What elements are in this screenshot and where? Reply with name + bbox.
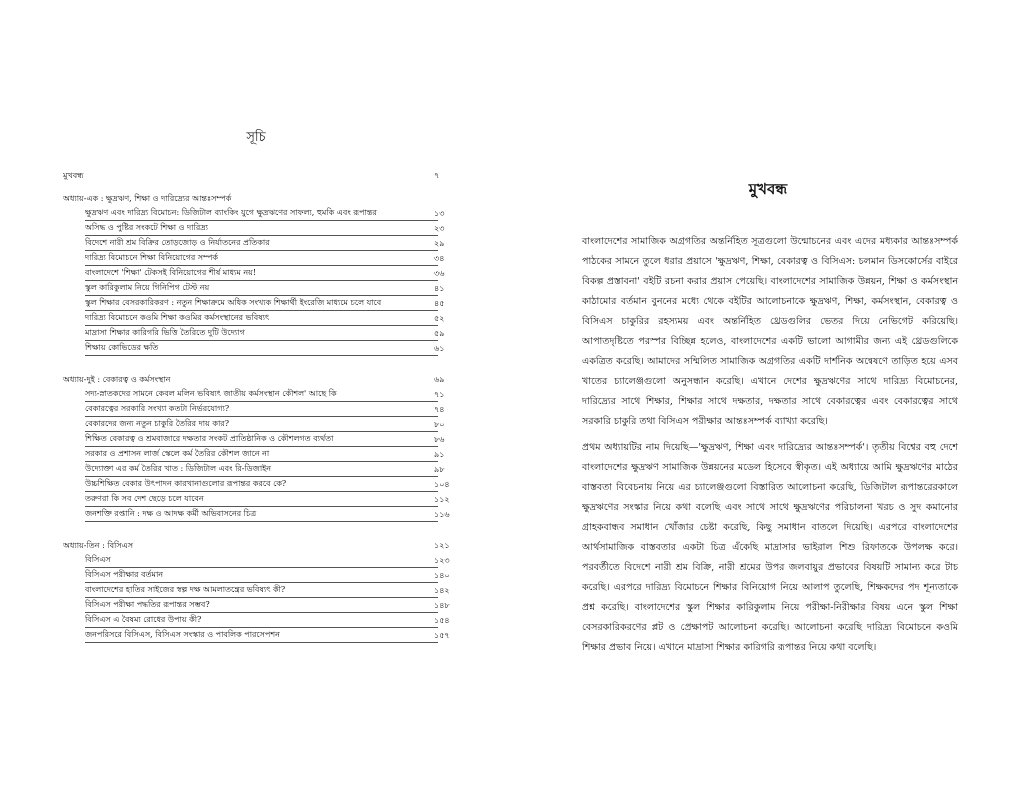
toc-page-number: ৩৬ <box>434 269 445 278</box>
preface-body <box>582 232 958 664</box>
toc-label: মাদ্রাসা শিক্ষার কারিগরি ভিত্তি তৈরিতে দুটি উদ্যোগ <box>85 326 438 341</box>
toc-page-number: ৫২ <box>434 314 445 323</box>
toc-label: দারিদ্র্য বিমোচনে কওমি শিক্ষা কওমির কর্মসংস্থানের ভবিষ্যৎ <box>85 311 438 326</box>
toc-entry[interactable] <box>63 251 460 266</box>
toc-page-number: ৬৯ <box>434 375 445 384</box>
toc-entry[interactable] <box>63 266 460 281</box>
toc-entry[interactable] <box>63 341 460 356</box>
toc-title: সূচি <box>246 130 266 145</box>
toc-label: বাংলাদেশে 'শিক্ষা' টেকসই বিনিয়োগের শীর্ষ মাধ্যম নয়! <box>85 266 438 281</box>
toc-label: উদ্যোক্তা এর কর্ম তৈরির খাত : ডিজিটাল এবং রি-ডিজাইন <box>85 462 438 477</box>
toc-label: বিসিএস পরীক্ষা পদ্ধতির রূপান্তর সম্ভব? <box>85 598 438 613</box>
toc-page-number: ৯৮ <box>434 465 445 474</box>
toc-label: বেকারত্বের সরকারি সংখ্যা কতটা নির্ভরযোগ্য? <box>85 402 438 417</box>
toc-entry[interactable] <box>63 326 460 341</box>
toc-entry[interactable] <box>63 402 460 417</box>
toc-page-number: ৯১ <box>434 450 445 459</box>
toc-page-number: ১৪০ <box>434 571 450 580</box>
toc-page-number: ১২১ <box>434 541 450 550</box>
toc-page-number: ৪৫ <box>434 299 445 308</box>
toc-label: বেকারদের জন্য নতুন চাকুরি তৈরির দায় কার? <box>85 417 438 432</box>
toc-entry[interactable] <box>63 477 460 492</box>
toc-entry[interactable] <box>63 613 460 628</box>
toc-entry[interactable] <box>63 462 460 477</box>
toc-label: দারিদ্র্য বিমোচনে শিক্ষা বিনিয়োগের সম্পর্ক <box>85 251 438 266</box>
toc-label: অধ্যায়-এক : ক্ষুদ্রঋণ, শিক্ষা ও দারিদ্র্যের আন্তঃসম্পর্ক <box>63 194 232 203</box>
toc-page-number: ৮০ <box>434 420 445 429</box>
toc-page-number: ৩৪ <box>434 254 445 263</box>
toc-chapter-heading[interactable] <box>63 372 460 387</box>
toc-page-number: ৫৯ <box>434 329 445 338</box>
toc-page-number: ৮৬ <box>434 435 445 444</box>
toc-entry[interactable] <box>63 598 460 613</box>
toc-label: বাংলাদেশের হাতির সাইজের স্বল্প দক্ষ আমলাতন্ত্রের ভবিষ্যৎ কী? <box>85 583 438 598</box>
toc-entry[interactable] <box>63 492 460 507</box>
toc-label: বিদেশে নারী শ্রম বিক্রির তোড়জোড় ও নির্যাতনের প্রতিকার <box>85 236 438 251</box>
toc-label: তরুণরা কি সব দেশ ছেড়ে চলে যাবেন <box>85 492 438 507</box>
toc-label: জনশক্তি রপ্তানি : দক্ষ ও আদক্ষ কর্মী অভিবাসনের চিত্র <box>85 507 438 522</box>
toc-page-number: ১১৬ <box>434 510 450 519</box>
toc-entry[interactable] <box>63 507 460 522</box>
toc-preface-row[interactable] <box>63 168 460 183</box>
toc-label: বিসিএস পরীক্ষার বর্তমান <box>85 568 438 583</box>
toc-page-number: ৭ <box>434 171 440 180</box>
toc-label: সদ্য-স্নাতকদের সামনে কেবল মলিন ভবিষ্যৎ জাতীয় কর্মসংস্থান কৌশল' আছে কি <box>85 387 438 402</box>
toc-entry[interactable] <box>63 628 460 643</box>
toc-page-number: ৪১ <box>434 284 445 293</box>
toc-entry[interactable] <box>63 221 460 236</box>
toc-entry[interactable] <box>63 206 460 221</box>
preface-title: মুখবন্ধ <box>748 180 788 198</box>
toc-entry[interactable] <box>63 236 460 251</box>
toc-label: স্কুল শিক্ষার বেসরকারিকরণ : নতুন শিক্ষাক্রমে অধিক সংখ্যক শিক্ষার্থী ইংরেজি মাধ্যমে চলে যাবে <box>85 296 438 311</box>
toc-page-number: ৭৪ <box>434 405 445 414</box>
toc-page-number: ১৩ <box>434 209 445 218</box>
toc-label: অধ্যায়-দুই : বেকারত্ব ও কর্মসংস্থান <box>63 375 171 384</box>
toc-label: বিসিএস <box>85 553 438 568</box>
table-of-contents <box>63 168 460 643</box>
toc-label: শিক্ষায় কোভিডের ক্ষতি <box>85 341 438 356</box>
toc-entry[interactable] <box>63 583 460 598</box>
toc-page-number: ২৯ <box>434 239 445 248</box>
toc-page-number: ১০৪ <box>434 480 450 489</box>
toc-page-number: ২৩ <box>434 224 445 233</box>
toc-label: স্কুল কারিকুলাম নিয়ে গিনিপিগ টেস্ট নয় <box>85 281 438 296</box>
toc-page-number: ১২৩ <box>434 556 450 565</box>
toc-entry[interactable] <box>63 432 460 447</box>
toc-entry[interactable] <box>63 553 460 568</box>
toc-entry[interactable] <box>63 387 460 402</box>
toc-entry[interactable] <box>63 296 460 311</box>
toc-label: ক্ষুদ্রঋণ এবং দারিদ্র্য বিমোচন: ডিজিটাল ব্যাংকিং যুগে ক্ষুদ্রঋণের সাফল্য, হুমকি এবং রূপান্তর <box>85 206 438 221</box>
preface-paragraph: বাংলাদেশের সামাজিক অগ্রগতির অন্তর্নিহিত সূত্রগুলো উন্মোচনের এবং এদের মধ্যকার আন্তঃসম্পর্ক পাঠকের সামনে তুলে ধরার প্রয়াসে 'ক্ষুদ্রঋণ, শিক্ষা, বেকারত্ব ও বিসিএস: চলমান ডিসকোর্সের বাইরে বিকল্প প্রস্তাবনা' বইটি রচনা করার প্রয়াস পেয়েছি। বাংলাদেশের সামাজিক উন্নয়ন, শিক্ষা ও কর্মসংস্থান কাঠামোর বর্তমান বুননের মধ্যে থেকে বইটির আলোচনাকে ক্ষুদ্রঋণ, শিক্ষা, কর্মসংস্থান, বেকারত্ব ও বিসিএস চাকুরির রহস্যময় এবং অন্তর্নিহিত থ্রেডগুলির ভেতর দিয়ে নেভিগেট করিয়েছি। আপাতদৃষ্টিতে পরস্পর বিচ্ছিন্ন হলেও, বাংলাদেশের একটি ভালো আগামীর জন্য এই থ্রেডগুলিকে একত্রিত করেছি। আমাদের সম্মিলিত সামাজিক অগ্রগতির একটি দার্শনিক অন্বেষণে তাড়িত হয়ে এসব খাতের চ্যালেঞ্জগুলো অনুসন্ধান করেছি। এখানে দেশের ক্ষুদ্রঋণের সাথে দারিদ্র্য বিমোচনের, দারিদ্র্যের সাথে শিক্ষার, শিক্ষার সাথে দক্ষতার, দক্ষতার সাথে বেকারত্বের এবং বেকারত্বের সাথে সরকারি চাকুরি তথা বিসিএস পরীক্ষার আন্তঃসম্পর্ক ব্যাখ্যা করেছি। <box>582 236 958 427</box>
toc-label: অসিদ্ধ ও পুষ্টির সংকটে শিক্ষা ও দারিদ্র্য <box>85 221 438 236</box>
toc-entry[interactable] <box>63 281 460 296</box>
toc-chapter-heading[interactable] <box>63 538 460 553</box>
preface-paragraph: প্রথম অধ্যায়টির নাম দিয়েছি—'ক্ষুদ্রঋণ, শিক্ষা এবং দারিদ্র্যের আন্তঃসম্পর্ক'। তৃতীয় বিশ্বের বহু দেশে বাংলাদেশের ক্ষুদ্রঋণ সামাজিক উন্নয়নের মডেল হিসেবে স্বীকৃত। এই অধ্যায়ে আমি ক্ষুদ্রঋণের মাঠের বাস্তবতা বিবেচনায় নিয়ে এর চ্যালেঞ্জগুলো বিস্তারিত আলোচনা করেছি, ডিজিটাল রূপান্তরেরকালে ক্ষুদ্রঋণের সংস্কার নিয়ে কথা বলেছি এবং সাথে সাথে ক্ষুদ্রঋণের পরিচালনা খরচ ও সুদ কমানোর গ্রাহকবান্ধব সমাধান খোঁজার চেষ্টা করেছি, কিছু সমাধান বাতলে দিয়েছি। এরপরে বাংলাদেশের আর্থসামাজিক বাস্তবতার একটা চিত্র এঁকেছি মাদ্রাসার ভাইরাল শিশু রিফাতকে উপলক্ষ করে। পরবর্তীতে বিদেশে নারী শ্রম বিক্রি, নারী শ্রমের উপর জলবায়ুর প্রভাবের বিষয়টি সামান্য করে টাচ করেছি। এরপরে দারিদ্র্য বিমোচনে শিক্ষার বিনিয়োগ নিয়ে আলাপ তুলেছি, শিক্ষকদের পদ শূন্যতাকে প্রশ্ন করেছি। বাংলাদেশের স্কুল শিক্ষার কারিকুলাম নিয়ে পরীক্ষা-নিরীক্ষার বিষয় এনে স্কুল শিক্ষা বেসরকারিকরণের প্লট ও প্রেক্ষাপট আলোচনা করেছি। আলোচনা করেছি দারিদ্র্য বিমোচনে কওমি শিক্ষার প্রভাব নিয়ে। এখানে মাদ্রাসা শিক্ষার কারিগরি রূপান্তর নিয়ে কথা বলেছি। <box>582 442 958 653</box>
toc-page-number: ৬১ <box>434 344 445 353</box>
toc-page-number: ১৪৮ <box>434 601 450 610</box>
toc-label: উচ্চশিক্ষিত বেকার উৎপাদন কারখানাগুলোর রূপান্তর করবে কে? <box>85 477 438 492</box>
toc-label: অধ্যায়-তিন : বিসিএস <box>63 541 134 550</box>
toc-page-number: ১১২ <box>434 495 450 504</box>
toc-chapter-heading[interactable] <box>63 191 460 206</box>
toc-page-number: ১৫৪ <box>434 616 450 625</box>
toc-label: সরকার ও প্রশাসন লার্জ স্কেলে কর্ম তৈরির কৌশল জানে না <box>85 447 438 462</box>
toc-entry[interactable] <box>63 568 460 583</box>
toc-entry[interactable] <box>63 447 460 462</box>
toc-page-number: ১৪২ <box>434 586 450 595</box>
toc-label: জনপরিসরে বিসিএস, বিসিএস সংস্কার ও পাবলিক পারসেপশন <box>85 628 438 643</box>
toc-label: বিসিএস এ বৈষম্য রোধের উপায় কী? <box>85 613 438 628</box>
toc-entry[interactable] <box>63 417 460 432</box>
toc-label: মুখবন্ধ <box>63 171 84 180</box>
toc-page-number: ১৫৭ <box>434 631 450 640</box>
toc-entry[interactable] <box>63 311 460 326</box>
toc-page-number: ৭১ <box>434 390 445 399</box>
toc-label: শিক্ষিত বেকারত্ব ও শ্রমবাজারে দক্ষতার সংকট প্রাতিষ্ঠানিক ও কৌশলগত ব্যর্থতা <box>85 432 438 447</box>
